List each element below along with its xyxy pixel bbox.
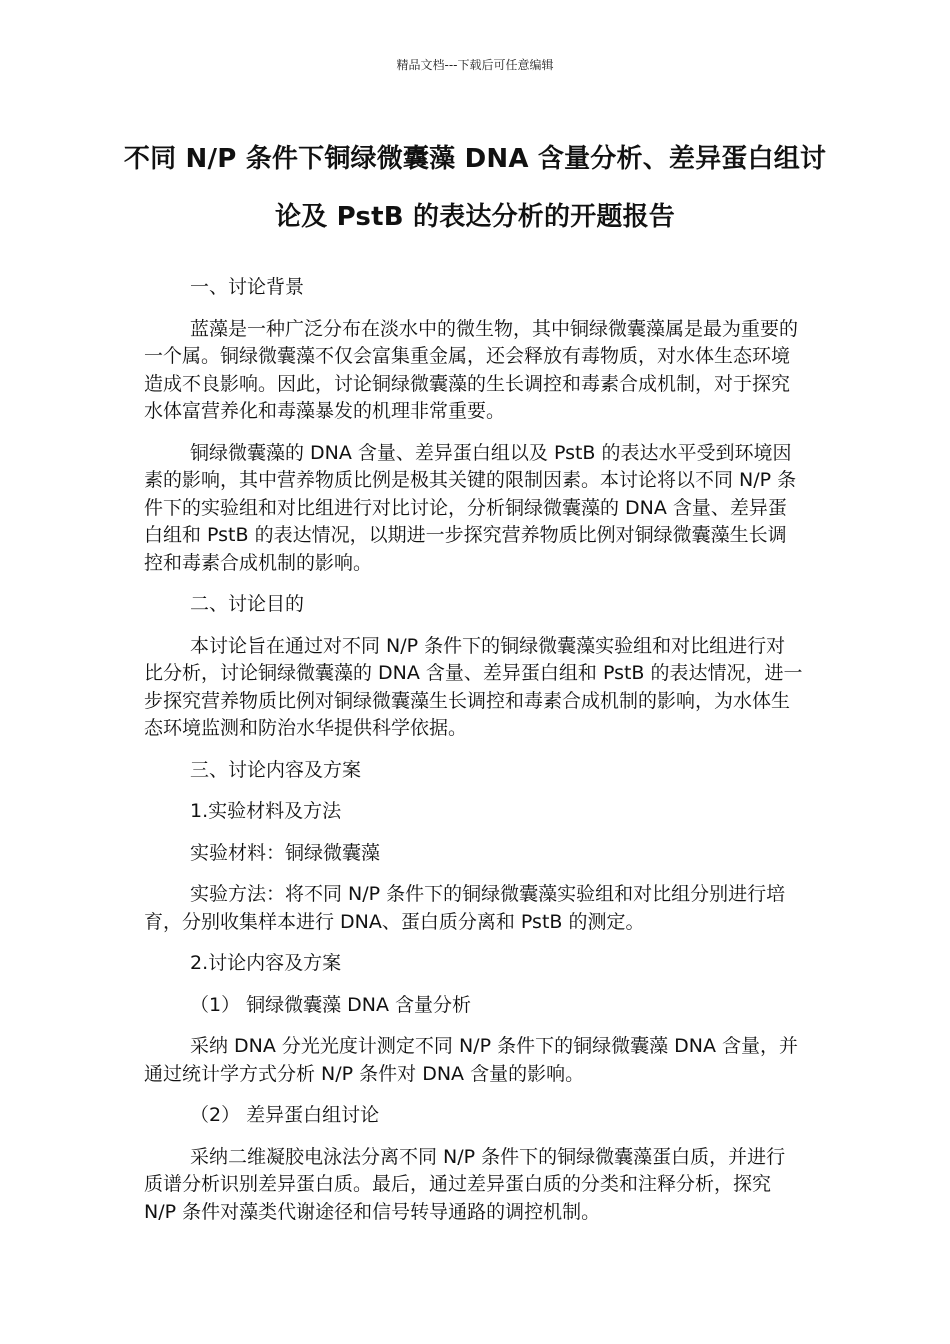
document-title: 不同 N/P 条件下铜绿微囊藻 DNA 含量分析、差异蛋白组讨论及 PstB 的表达分析的开题报告 bbox=[123, 144, 827, 232]
subheading-proteome: （2） 差异蛋白组讨论 bbox=[190, 1104, 380, 1126]
section-heading-purpose: 二、讨论目的 bbox=[190, 593, 305, 615]
section-heading-content: 三、讨论内容及方案 bbox=[190, 758, 362, 781]
paragraph: 铜绿微囊藻的 DNA 含量、差异蛋白组以及 PstB 的表达水平受到环境因素的影响，其中营养物质比例是极其关键的限制因素。本讨论将以不同 N/P 条件下的实验组和对比组进行对比讨论，分析铜绿微囊藻的 DNA 含量、差异蛋白组和 PstB 的表达情况，以期进一步探究营养物质比例对铜绿微囊藻生长调控和毒素合成机制的影响。 bbox=[144, 441, 797, 574]
subheading-materials-methods: 1.实验材料及方法 bbox=[190, 800, 342, 822]
page-header: 精品文档---下载后可任意编辑 bbox=[396, 58, 554, 72]
document-body bbox=[144, 274, 804, 1240]
paragraph: 采纳二维凝胶电泳法分离不同 N/P 条件下的铜绿微囊藻蛋白质，并进行质谱分析识别差异蛋白质。最后，通过差异蛋白质的分类和注释分析，探究 N/P 条件对藻类代谢途径和信号转导通路的调控机制。 bbox=[144, 1145, 786, 1223]
subheading-content-plan: 2.讨论内容及方案 bbox=[190, 952, 342, 974]
section-heading-background: 一、讨论背景 bbox=[190, 276, 305, 298]
paragraph: 实验材料：铜绿微囊藻 bbox=[190, 841, 381, 864]
paragraph: 本讨论旨在通过对不同 N/P 条件下的铜绿微囊藻实验组和对比组进行对比分析，讨论铜绿微囊藻的 DNA 含量、差异蛋白组和 PstB 的表达情况，进一步探究营养物质比例对铜绿微囊藻生长调控和毒素合成机制的影响，为水体生态环境监测和防治水华提供科学依据。 bbox=[144, 634, 803, 739]
paragraph: 实验方法：将不同 N/P 条件下的铜绿微囊藻实验组和对比组分别进行培育，分别收集样本进行 DNA、蛋白质分离和 PstB 的测定。 bbox=[144, 883, 786, 933]
subheading-dna-analysis: （1） 铜绿微囊藻 DNA 含量分析 bbox=[190, 993, 472, 1016]
paragraph: 采纳 DNA 分光光度计测定不同 N/P 条件下的铜绿微囊藻 DNA 含量，并通过统计学方式分析 N/P 条件对 DNA 含量的影响。 bbox=[144, 1035, 798, 1085]
paragraph: 蓝藻是一种广泛分布在淡水中的微生物，其中铜绿微囊藻属是最为重要的一个属。铜绿微囊藻不仅会富集重金属，还会释放有毒物质，对水体生态环境造成不良影响。因此，讨论铜绿微囊藻的生长调控和毒素合成机制，对于探究水体富营养化和毒藻暴发的机理非常重要。 bbox=[144, 317, 799, 422]
